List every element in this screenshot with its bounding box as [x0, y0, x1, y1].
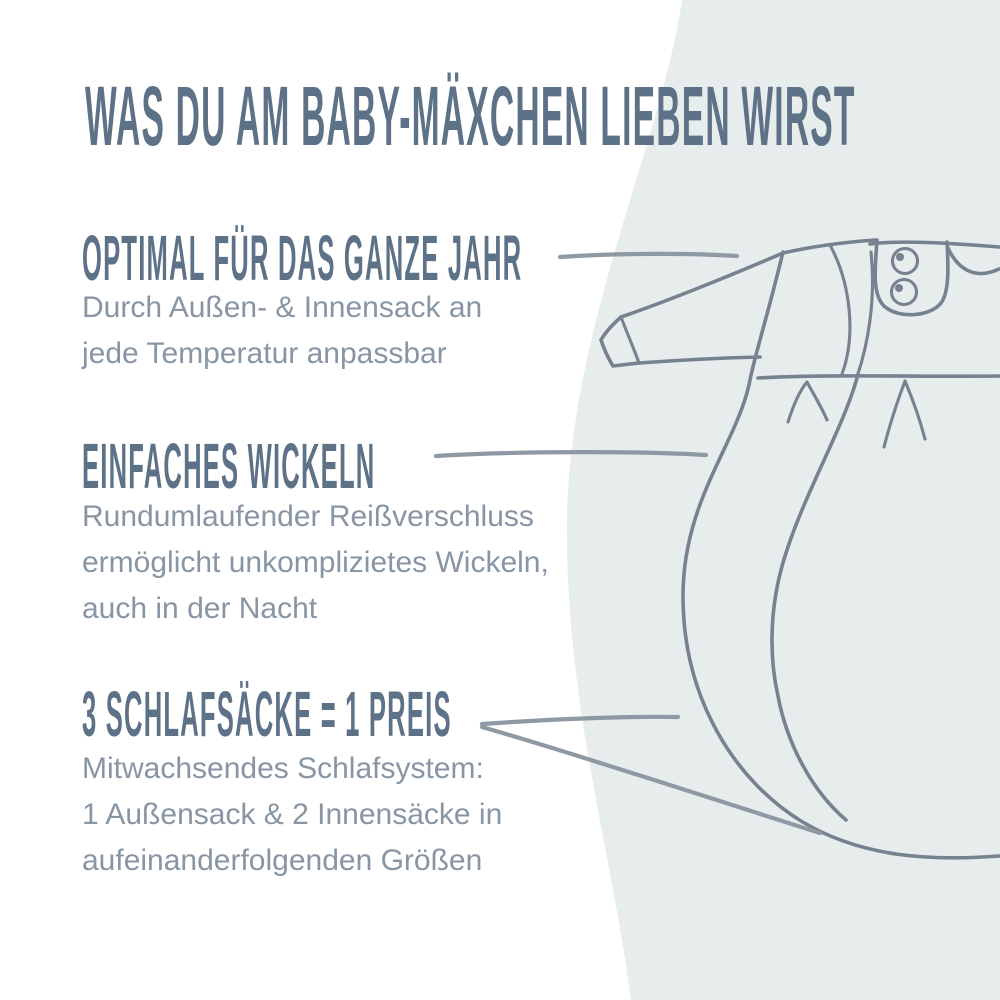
section-heading-wickeln-text: EINFACHES WICKELN	[82, 430, 376, 502]
section-heading-preis-text: 3 SCHLAFSÄCKE = 1 PREIS	[82, 678, 452, 750]
body-line: Mitwachsendes Schlafsystem:	[82, 752, 484, 785]
body-line: jede Temperatur anpassbar	[82, 337, 447, 370]
body-line: ermöglicht unkomplizietes Wickeln,	[82, 546, 549, 579]
body-line: aufeinanderfolgenden Größen	[82, 844, 483, 877]
page-title-text: WAS DU AM BABY-MÄXCHEN LIEBEN WIRST	[85, 69, 856, 163]
page-title	[85, 69, 1000, 163]
section-heading-wickeln	[82, 430, 816, 502]
body-line: auch in der Nacht	[82, 592, 318, 625]
section-body-wickeln	[82, 494, 549, 632]
chest-zipper-line	[758, 376, 999, 378]
section-heading-preis	[82, 678, 1000, 750]
section-body-ganze-jahr	[82, 285, 482, 377]
body-line: Rundumlaufender Reißverschluss	[82, 500, 534, 533]
body-line: 1 Außensack & 2 Innensäcke in	[82, 798, 503, 831]
section-heading-ganze-jahr	[82, 222, 1000, 294]
section-heading-ganze-jahr-text: OPTIMAL FÜR DAS GANZE JAHR	[82, 222, 523, 294]
section-body-preis	[82, 746, 502, 884]
body-line: Durch Außen- & Innensack an	[82, 291, 483, 324]
